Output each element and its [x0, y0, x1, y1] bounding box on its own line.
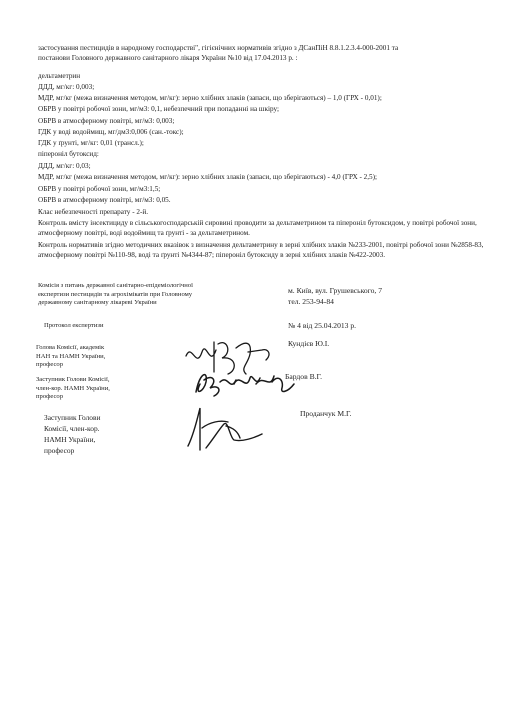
title-line: НАН та НАМН України, — [36, 352, 106, 360]
substance-1-line: ОБРВ у повітрі робочої зони, мг/м3: 0,1, небезпечний при попаданні на шкіру; — [38, 105, 279, 113]
title-line: Голова Комісії, академік — [36, 344, 105, 351]
signatory-1-name: Кундієв Ю.І. — [288, 339, 330, 348]
intro-line-1: застосування пестицидів в народному господарстві", гігієнічних нормативів згідно з ДСанПіН 8.8.1.2.3.4-000-2001 та — [38, 44, 399, 52]
commission-name-line: Комісія з питань державної санітарно-епідеміологічної — [38, 282, 193, 289]
substance-1-line: ГДК у ґрунті, мг/кг: 0,01 (трансл.); — [38, 139, 144, 147]
title-line: Заступник Голови Комісії, — [36, 376, 110, 383]
protocol-label: Протокол експертизи — [44, 322, 104, 329]
substance-1-line: МДР, мг/кг (межа визначення методом, мг/кг): зерно хлібних злаків (запаси, що зберігаються) – 1,0 (ГРХ - 0,01); — [38, 94, 382, 102]
substance-2-line: МДР, мг/кг (межа визначення методом, мг/кг): зерно хлібних злаків (запаси, що зберігаються) - 4,0 (ГРХ - 2,5); — [38, 173, 378, 181]
signatory-3-name: Проданчук М.Г. — [300, 409, 352, 418]
title-line: НАМН України, — [44, 435, 96, 444]
intro-line-2: постанови Головного державного санітарного лікаря України №10 від 17.04.2013 р. : — [38, 54, 298, 62]
commission-name-line: експертизи пестицидів та агрохімікатів при Головному — [38, 290, 193, 298]
substance-2-line: ДДД, мг/кг: 0,03; — [38, 162, 91, 170]
protocol-number: № 4 від 25.04.2013 р. — [288, 321, 357, 330]
title-line: професор — [44, 446, 75, 455]
commission-name — [38, 282, 288, 308]
substance-2-line: ОБРВ у повітрі робочої зони, мг/м3:1,5; — [38, 185, 161, 193]
substance-1-heading: дельтаметрин — [38, 72, 81, 80]
signatory-2-name: Бардов В.Г. — [285, 372, 322, 381]
control-paragraph-2: Контроль нормативів згідно методичних вказівок з визначення дельтаметрину в зерні хлібних злаків №233-2001, повітрі робочої зони №2858-83, атмосферному повітрі №110-98, воді та ґрунті №4344-87; піпероніл бутоксиду в зерні хлібних злаків №422-2003. — [38, 241, 484, 259]
control-paragraph-1: Контроль вмісту інсектициду в сільськогосподарській сировині проводити за дельтаметрином та піпероніл бутоксидом, у повітрі робочої зони, атмосферному повітрі, воді водоймищ та ґрунті - за дельтаметрином. — [38, 219, 477, 237]
signatory-1-title — [36, 344, 105, 370]
title-line: член-кор. НАМН України, — [36, 384, 110, 392]
title-line: Заступник Голови — [44, 413, 101, 422]
substance-1-line: ГДК у воді водоймищ, мг/дм3:0,006 (сан.-токс); — [38, 128, 184, 136]
title-line: професор — [36, 361, 64, 369]
substance-1-line: ОБРВ в атмосферному повітрі, мг/м3: 0,003; — [38, 117, 175, 125]
signature-2-icon — [190, 362, 300, 402]
commission-address — [288, 285, 382, 307]
signatory-3-title — [44, 412, 100, 456]
substance-2-line: ОБРВ в атмосферному повітрі, мг/м3: 0,05. — [38, 196, 171, 204]
title-line: Комісії, член-кор. — [44, 424, 100, 433]
signature-3-icon — [180, 398, 290, 458]
title-line: професор — [36, 393, 64, 401]
commission-name-line: державному санітарному лікареві України — [38, 299, 157, 307]
substance-1-line: ДДД, мг/кг: 0,003; — [38, 83, 95, 91]
address-line: м. Київ, вул. Грушевського, 7 — [288, 286, 383, 295]
signatory-2-title — [36, 376, 110, 402]
phone-line: тел. 253-94-84 — [288, 297, 334, 306]
hazard-class: Клас небезпечності препарату - 2-й. — [38, 208, 149, 216]
substance-2-heading: піпероніл бутоксид: — [38, 150, 99, 158]
